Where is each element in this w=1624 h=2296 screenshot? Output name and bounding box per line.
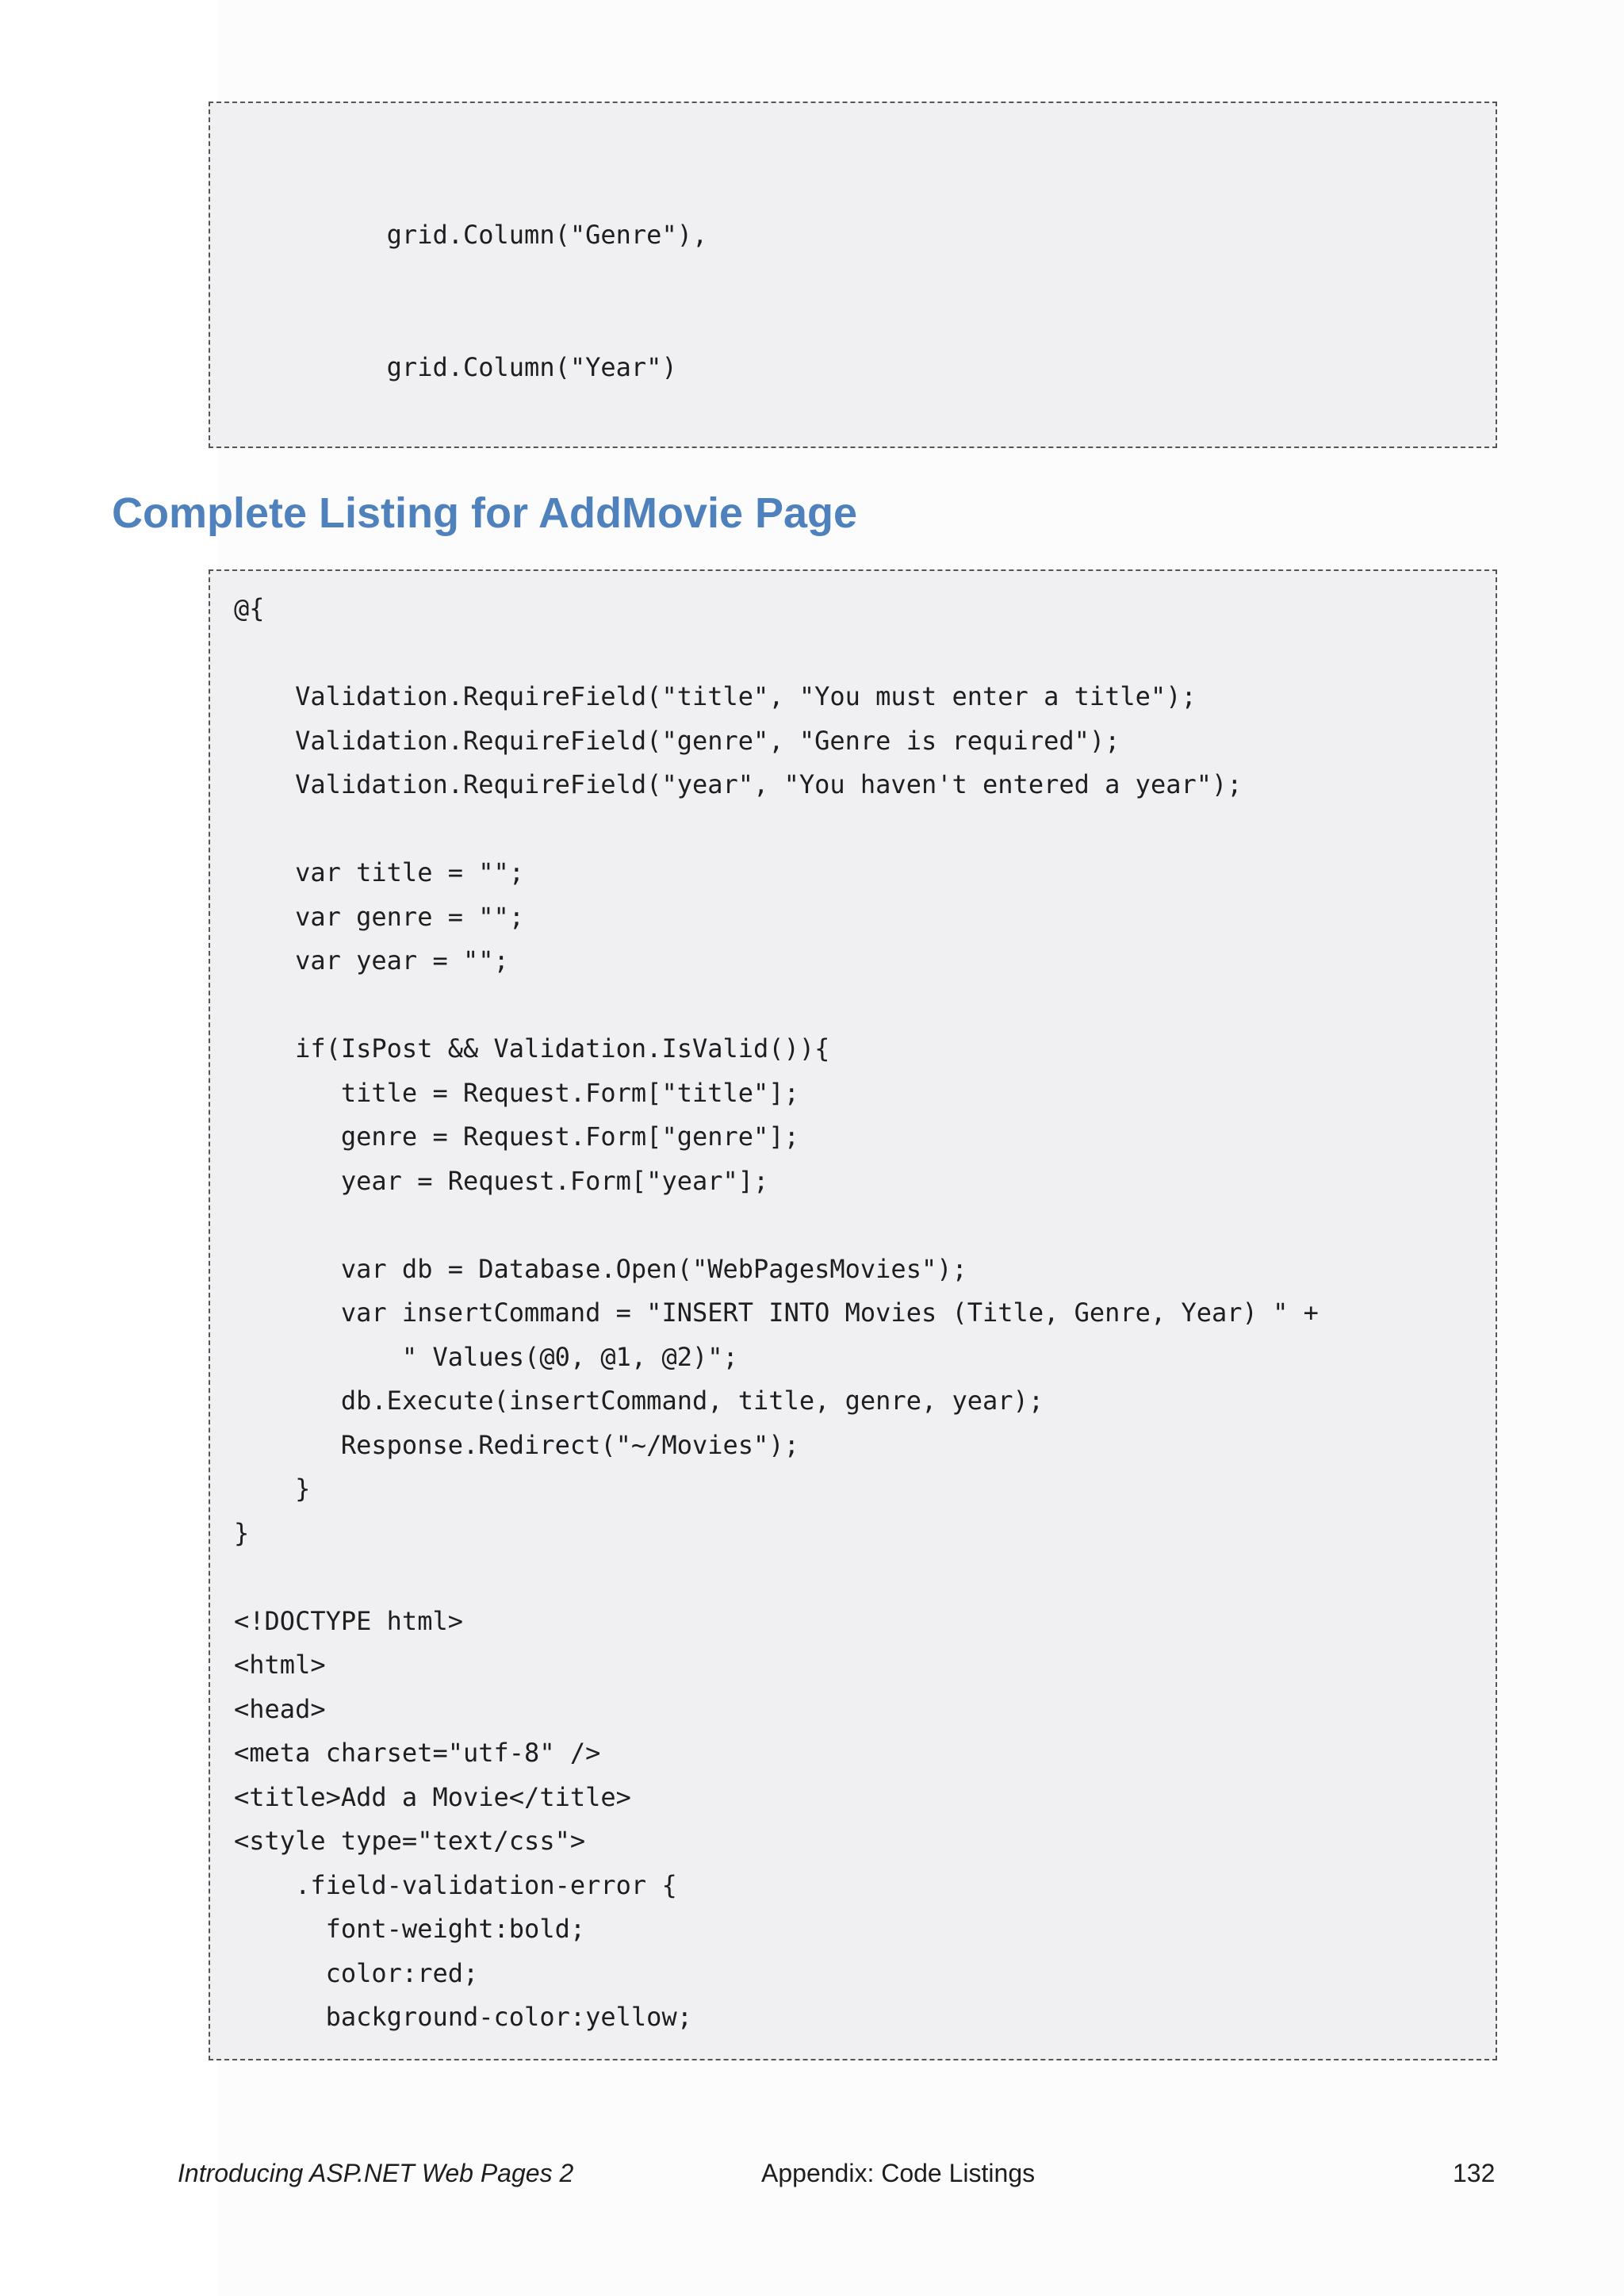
code-line <box>234 983 1319 1028</box>
code-line: " Values(@0, @1, @2)"; <box>234 1341 738 1372</box>
footer-page-number: 132 <box>1453 2159 1496 2187</box>
code-line: <meta charset="utf-8" /> <box>234 1738 601 1768</box>
code-line: } <box>234 1517 250 1548</box>
code-line: var insertCommand = "INSERT INTO Movies (Title, Genre, Year) " + <box>234 1297 1319 1328</box>
code-line: <style type="text/css"> <box>234 1826 586 1856</box>
section-heading: Complete Listing for AddMovie Page <box>112 489 858 537</box>
code-line <box>234 1555 1319 1600</box>
code-line: var db = Database.Open("WebPagesMovies"); <box>234 1253 967 1284</box>
code-line: var year = ""; <box>234 945 509 976</box>
code-line: } <box>234 1474 311 1504</box>
code-listing-addmovie <box>209 569 1497 2060</box>
code-line: genre = Request.Form["genre"]; <box>234 1121 799 1152</box>
code-line <box>234 1203 1319 1248</box>
code-line: Validation.RequireField("title", "You must enter a title"); <box>234 681 1197 711</box>
footer-book-title: Introducing ASP.NET Web Pages 2 <box>178 2159 574 2187</box>
code-line: grid.Column("Genre"), <box>234 220 708 250</box>
code-line: @{ <box>234 593 265 623</box>
code-line: <head> <box>234 1693 326 1724</box>
code-line: db.Execute(insertCommand, title, genre, year); <box>234 1386 1044 1416</box>
code-line: <title>Add a Movie</title> <box>234 1781 631 1812</box>
code-listing-continued <box>209 102 1497 448</box>
code-line: Validation.RequireField("year", "You haven't entered a year"); <box>234 769 1243 799</box>
code-line: var genre = ""; <box>234 901 525 932</box>
code-line: .field-validation-error { <box>234 1869 677 1900</box>
code-line: font-weight:bold; <box>234 1914 586 1944</box>
code-line <box>234 631 1319 676</box>
code-line: title = Request.Form["title"]; <box>234 1077 799 1108</box>
code-line: var title = ""; <box>234 857 525 887</box>
code-lines <box>234 587 1319 2040</box>
code-line: grid.Column("Year") <box>234 351 677 382</box>
code-line: background-color:yellow; <box>234 2002 692 2032</box>
code-line <box>234 807 1319 852</box>
code-line: Validation.RequireField("genre", "Genre is required"); <box>234 725 1120 756</box>
footer-chapter: Appendix: Code Listings <box>761 2159 1036 2187</box>
code-line: <html> <box>234 1650 326 1680</box>
code-line: if(IsPost && Validation.IsValid()){ <box>234 1033 830 1064</box>
code-line: color:red; <box>234 1957 479 1988</box>
code-line: <!DOCTYPE html> <box>234 1605 463 1636</box>
code-lines <box>234 125 707 448</box>
code-line: year = Request.Form["year"]; <box>234 1165 769 1196</box>
code-line: Response.Redirect("~/Movies"); <box>234 1429 799 1460</box>
